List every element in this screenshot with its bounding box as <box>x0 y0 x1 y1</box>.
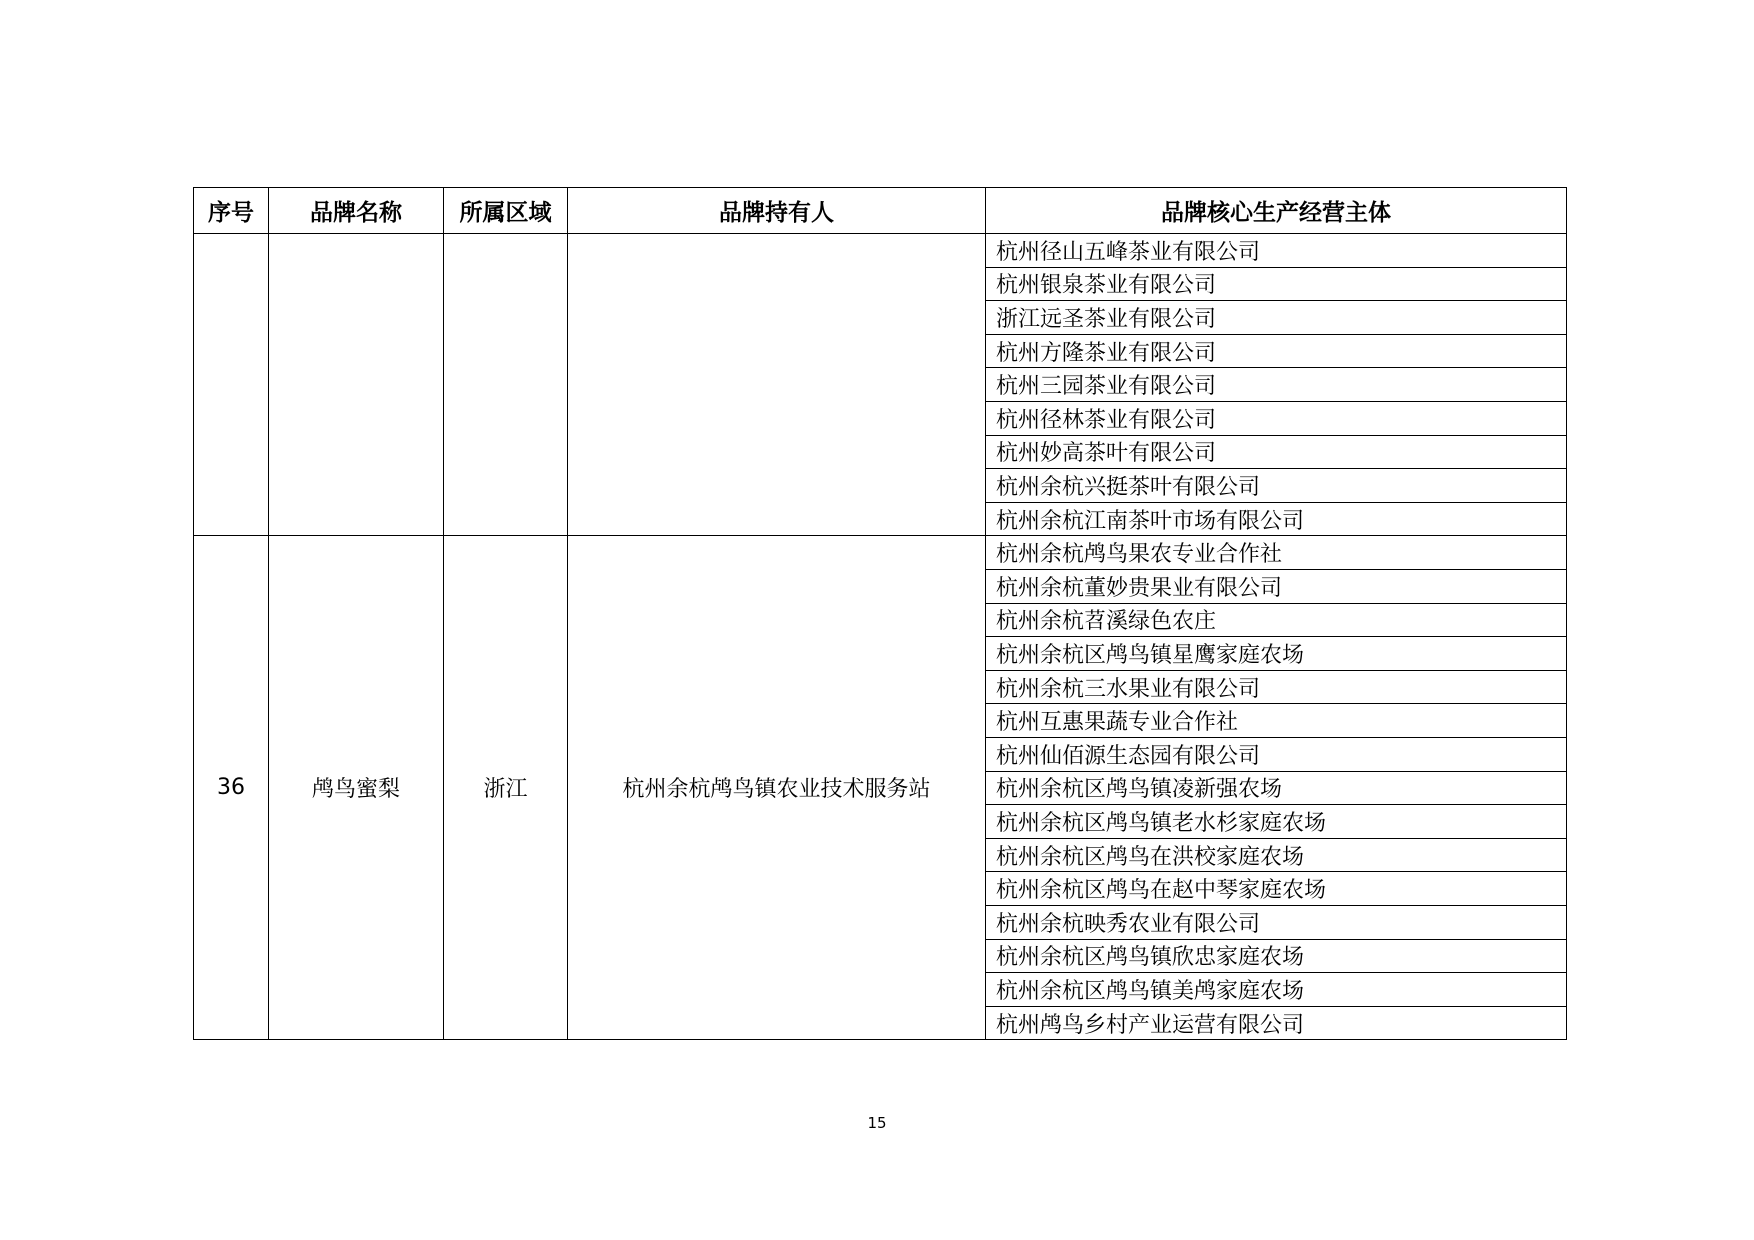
entity-row: 杭州互惠果蔬专业合作社 <box>985 703 1567 738</box>
brand-holder-cell: 杭州余杭鸬鸟镇农业技术服务站 <box>567 535 986 1040</box>
region-cell <box>443 233 568 536</box>
entity-row: 杭州三园茶业有限公司 <box>985 367 1567 402</box>
brand-name-cell: 鸬鸟蜜梨 <box>268 535 444 1040</box>
page-number: 15 <box>867 1114 887 1132</box>
entity-row: 杭州径林茶业有限公司 <box>985 401 1567 436</box>
entity-row: 杭州银泉茶业有限公司 <box>985 267 1567 302</box>
brand-name-cell <box>268 233 444 536</box>
entity-row: 杭州余杭区鸬鸟镇凌新强农场 <box>985 771 1567 806</box>
entity-row: 杭州仙佰源生态园有限公司 <box>985 737 1567 772</box>
entity-row: 杭州妙高茶叶有限公司 <box>985 435 1567 470</box>
entity-row: 杭州径山五峰茶业有限公司 <box>985 233 1567 268</box>
entity-row: 杭州余杭三水果业有限公司 <box>985 670 1567 705</box>
entity-row: 杭州余杭区鸬鸟镇老水杉家庭农场 <box>985 804 1567 839</box>
entity-row: 杭州余杭区鸬鸟镇美鸬家庭农场 <box>985 972 1567 1007</box>
entity-row: 杭州余杭区鸬鸟镇星鹰家庭农场 <box>985 636 1567 671</box>
brand-holder-cell <box>567 233 986 536</box>
entity-row: 杭州方隆茶业有限公司 <box>985 334 1567 369</box>
header-brand-holder: 品牌持有人 <box>567 187 986 234</box>
entity-row: 杭州余杭区鸬鸟在洪校家庭农场 <box>985 838 1567 873</box>
seq-cell <box>193 233 269 536</box>
entity-row: 杭州余杭江南茶叶市场有限公司 <box>985 502 1567 537</box>
header-brand-name: 品牌名称 <box>268 187 444 234</box>
entity-row: 杭州鸬鸟乡村产业运营有限公司 <box>985 1006 1567 1041</box>
entity-row: 杭州余杭董妙贵果业有限公司 <box>985 569 1567 604</box>
header-core-entities: 品牌核心生产经营主体 <box>985 187 1567 234</box>
seq-cell: 36 <box>193 535 269 1040</box>
entity-row: 浙江远圣茶业有限公司 <box>985 300 1567 335</box>
header-region: 所属区域 <box>443 187 568 234</box>
header-seq: 序号 <box>193 187 269 234</box>
brand-table <box>193 187 1566 1037</box>
entity-row: 杭州余杭映秀农业有限公司 <box>985 905 1567 940</box>
entity-row: 杭州余杭鸬鸟果农专业合作社 <box>985 535 1567 570</box>
entity-row: 杭州余杭苕溪绿色农庄 <box>985 603 1567 638</box>
region-cell: 浙江 <box>443 535 568 1040</box>
entity-row: 杭州余杭兴挺茶叶有限公司 <box>985 468 1567 503</box>
entity-row: 杭州余杭区鸬鸟在赵中琴家庭农场 <box>985 871 1567 906</box>
entity-row: 杭州余杭区鸬鸟镇欣忠家庭农场 <box>985 939 1567 974</box>
